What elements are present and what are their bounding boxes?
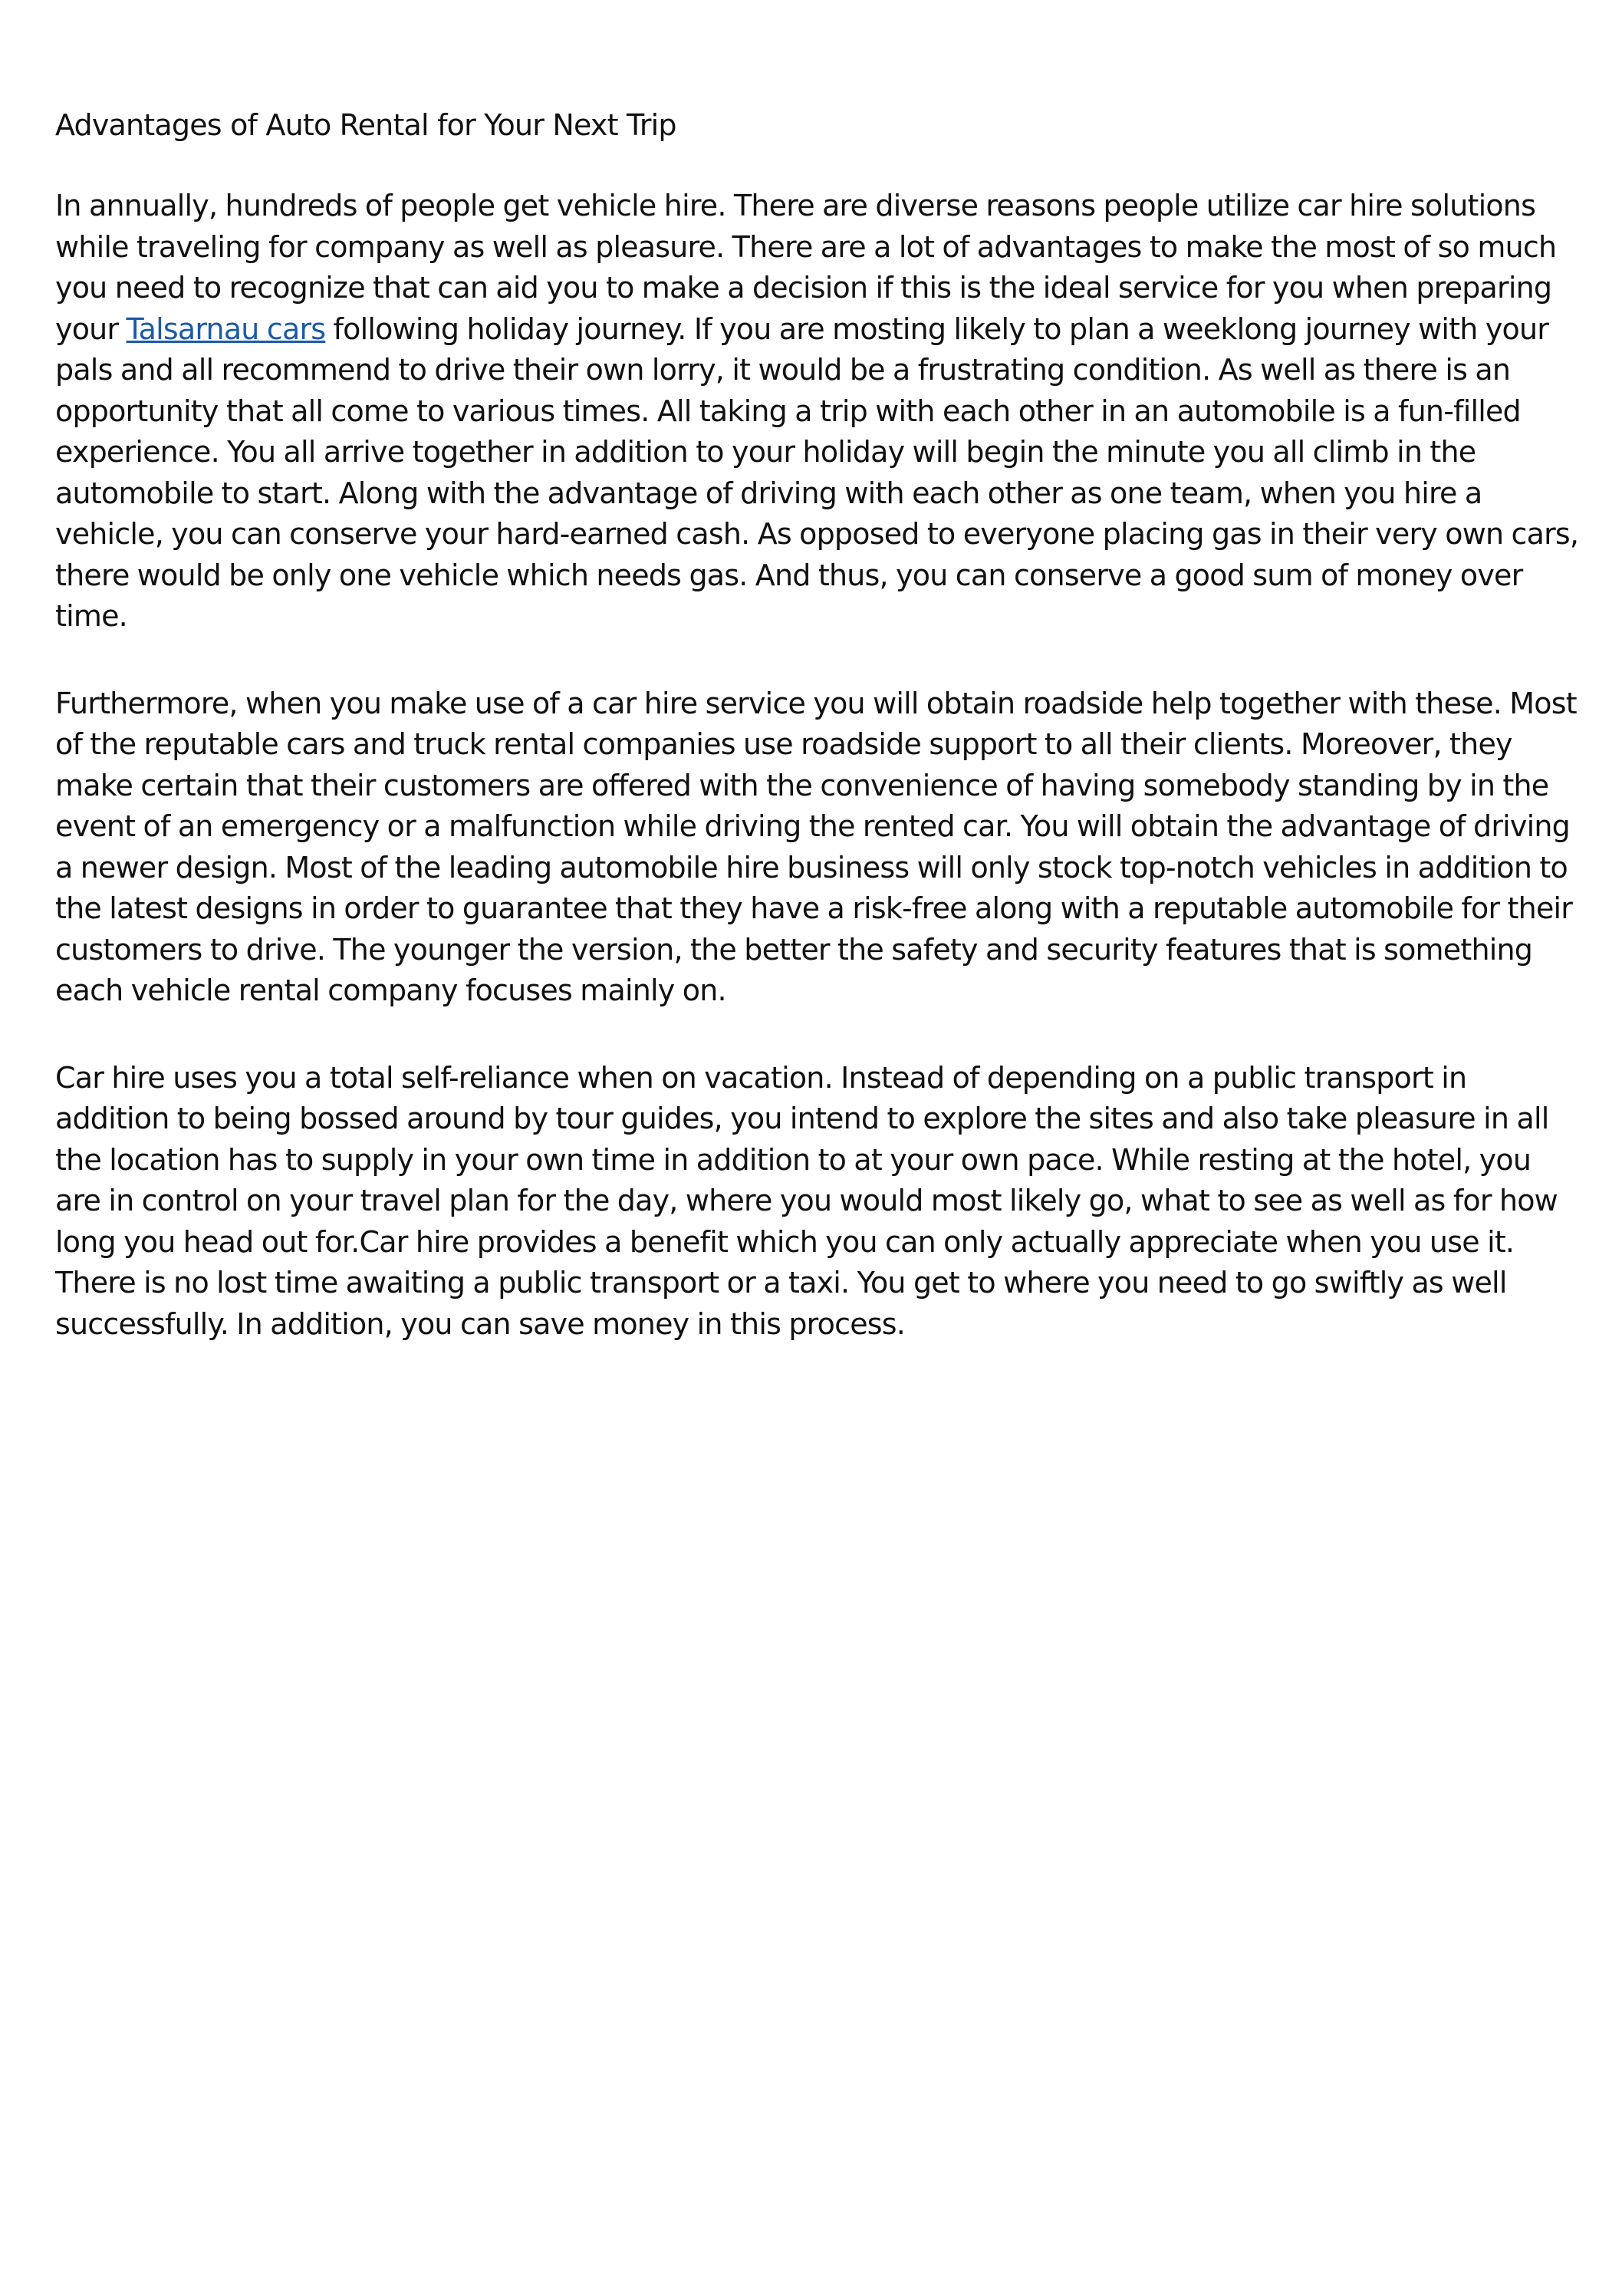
document-title: Advantages of Auto Rental for Your Next Trip xyxy=(55,108,676,142)
paragraph-intro-text-after: following holiday journey. If you are mosting likely to plan a weeklong journey with your pals and all recommend to drive their own lorry, it would be a frustrating condition. As well as there is an opportunity that all come to various times. All taking a trip with each other in an automobile is a fun-filled experience. You all arrive together in addition to your holiday will begin the minute you all climb in the automobile to start. Along with the advantage of driving with each other as one team, when you hire a vehicle, you can conserve your hard-earned cash. As opposed to everyone placing gas in their very own cars, there would be only one vehicle which needs gas. And thus, you can conserve a good sum of money over time. xyxy=(55,311,1579,633)
paragraph-roadside-help: Furthermore, when you make use of a car hire service you will obtain roadside help together with these. Most of the reputable cars and truck rental companies use roadside support to all their clients. Moreover, they make certain that their customers are offered with the convenience of having somebody standing by in the event of an emergency or a malfunction while driving the rented car. You will obtain the advantage of driving a newer design. Most of the leading automobile hire business will only stock top-notch vehicles in addition to the latest designs in order to guarantee that they have a risk-free along with a reputable automobile for their customers to drive. The younger the version, the better the safety and security features that is something each vehicle rental company focuses mainly on. xyxy=(55,686,1577,1007)
paragraph-self-reliance: Car hire uses you a total self-reliance when on vacation. Instead of depending on a public transport in addition to being bossed around by tour guides, you intend to explore the sites and also take pleasure in all the location has to supply in your own time in addition to at your own pace. While resting at the hotel, you are in control on your travel plan for the day, where you would most likely go, what to see as well as for how long you head out for.Car hire provides a benefit which you can only actually appreciate when you use it. There is no lost time awaiting a public transport or a taxi. You get to where you need to go swiftly as well successfully. In addition, you can save money in this process. xyxy=(55,1060,1558,1341)
talsarnau-cars-link[interactable]: Talsarnau cars xyxy=(126,311,326,346)
paragraph-intro xyxy=(55,186,1581,637)
document-page xyxy=(55,104,1581,1391)
paragraph-intro-text-before: In annually, hundreds of people get vehicle hire. There are diverse reasons people utilize car hire solutions while traveling for company as well as pleasure. There are a lot of advantages to make the most of so much you need to recognize that can aid you to make a decision if this is the ideal service for you when preparing your xyxy=(55,189,1557,346)
